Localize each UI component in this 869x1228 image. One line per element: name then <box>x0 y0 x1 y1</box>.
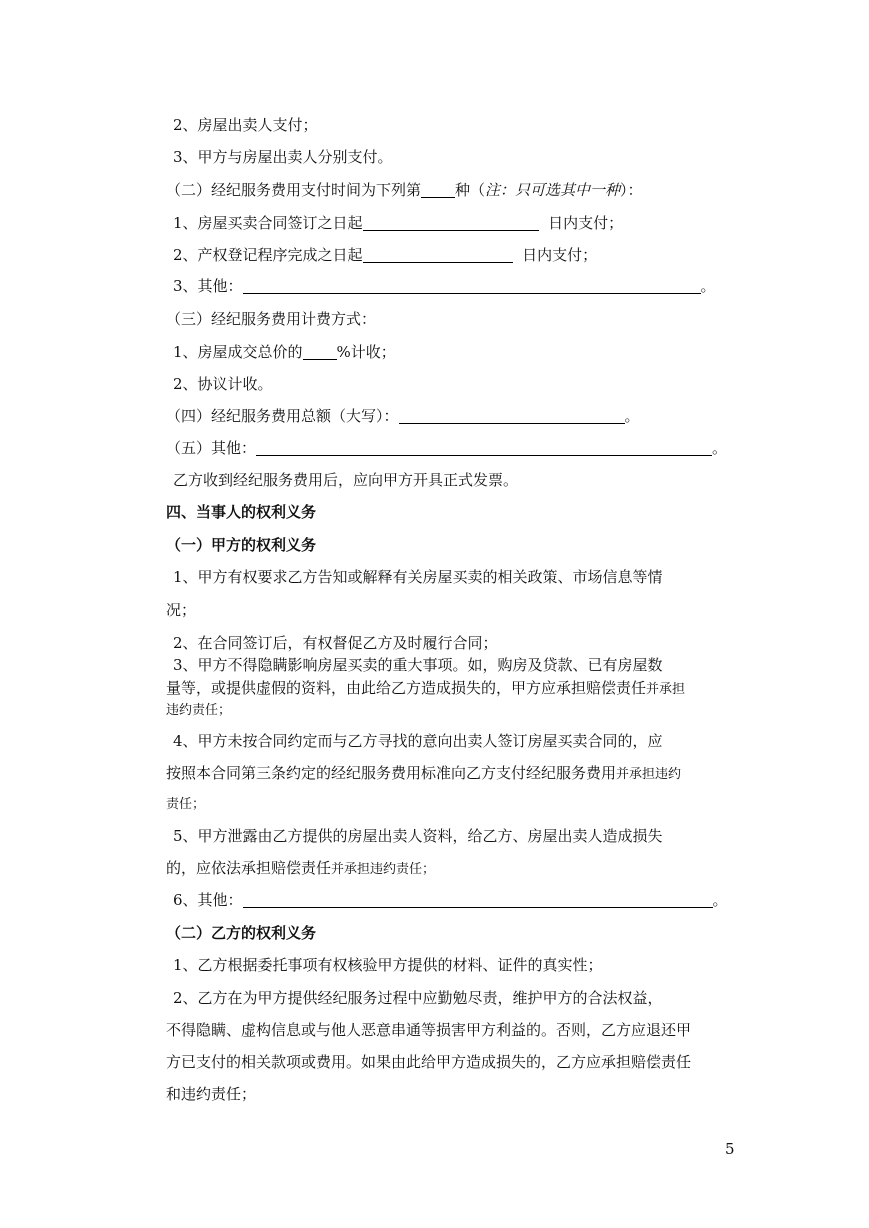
clause-text-small: 并承担 <box>646 682 686 697</box>
payment-option-1 <box>173 213 623 233</box>
party-a-item-4: 4、甲方未按合同约定而与乙方寻找的意向出卖人签订房屋买卖合同的，应 <box>173 732 663 750</box>
blank-line <box>363 246 513 263</box>
clause-text-small: 并承担违约责任； <box>331 862 436 877</box>
page-number: 5 <box>725 1140 735 1158</box>
party-a-item-3-cont <box>166 678 685 700</box>
clause-text: 。 <box>712 439 728 457</box>
clause-text: 。 <box>624 407 640 425</box>
party-b-item-2-cont: 不得隐瞒、虚构信息或与他人恶意串通等损害甲方利益的。否则，乙方应退还甲 <box>166 1021 692 1039</box>
fee-method-2: 2、协议计收。 <box>173 375 273 393</box>
party-a-item-4-end: 责任； <box>166 797 206 812</box>
clause-text: 日内支付； <box>522 246 598 264</box>
party-a-item-5: 5、甲方泄露由乙方提供的房屋出卖人资料，给乙方、房屋出卖人造成损失 <box>173 827 663 845</box>
party-b-item-2-cont: 方已支付的相关款项或费用。如果由此给甲方造成损失的，乙方应承担赔偿责任 <box>166 1053 692 1071</box>
subsection-heading-party-a: （一）甲方的权利义务 <box>166 536 317 554</box>
payment-option-2 <box>173 245 597 265</box>
clause-text: 1、房屋买卖合同签订之日起 <box>173 214 363 232</box>
clause-text: 。 <box>700 277 716 295</box>
clause-text: （五）其他： <box>166 439 257 457</box>
clause-text: 2、产权登记程序完成之日起 <box>173 246 363 264</box>
clause-text: 量等，或提供虚假的资料，由此给乙方造成损失的，甲方应承担赔偿责任 <box>166 679 647 697</box>
payment-time-clause <box>166 180 643 200</box>
clause-text: 日内支付； <box>548 214 624 232</box>
clause-text: 按照本合同第三条约定的经纪服务费用标准向乙方支付经纪服务费用 <box>166 764 617 782</box>
party-b-item-1: 1、乙方根据委托事项有权核验甲方提供的材料、证件的真实性； <box>173 956 603 974</box>
party-a-item-2: 2、在合同签订后，有权督促乙方及时履行合同； <box>173 634 498 652</box>
party-a-item-6 <box>173 890 728 910</box>
blank-line <box>363 214 539 231</box>
party-a-item-1-cont: 况； <box>166 601 197 619</box>
clause-text: （四）经纪服务费用总额（大写）： <box>166 407 399 425</box>
clause-text: 1、房屋成交总价的 <box>173 343 303 361</box>
clause-text-small: 并承担违约 <box>616 767 682 782</box>
blank-line <box>256 439 712 456</box>
fee-method-1 <box>173 342 396 362</box>
clause-text: 6、其他： <box>173 891 243 909</box>
fee-total-clause <box>166 406 640 426</box>
subsection-heading-party-b: （二）乙方的权利义务 <box>166 924 317 942</box>
fee-method-heading: （三）经纪服务费用计费方式： <box>166 310 377 328</box>
clause-text: 的，应依法承担赔偿责任 <box>166 859 332 877</box>
party-b-item-2-end: 和违约责任； <box>166 1085 257 1103</box>
blank-line <box>243 277 701 294</box>
party-a-item-3-end: 违约责任； <box>166 703 232 718</box>
party-a-item-1: 1、甲方有权要求乙方告知或解释有关房屋买卖的相关政策、市场信息等情 <box>173 568 663 586</box>
clause-text: 3、其他： <box>173 277 243 295</box>
clause-text: %计收； <box>336 343 396 361</box>
section-heading-rights: 四、当事人的权利义务 <box>166 503 317 521</box>
blank-line <box>399 407 625 424</box>
blank-line <box>421 181 455 198</box>
blank-line <box>243 891 713 908</box>
payment-option-3 <box>173 276 716 296</box>
party-b-item-2: 2、乙方在为甲方提供经纪服务过程中应勤勉尽责，维护甲方的合法权益， <box>173 989 663 1007</box>
party-a-item-3: 3、甲方不得隐瞒影响房屋买卖的重大事项。如，购房及贷款、已有房屋数 <box>173 656 663 674</box>
fee-other-clause <box>166 438 727 458</box>
clause-text: 种（ <box>455 181 486 199</box>
clause-text: ）： <box>620 181 643 199</box>
clause-text: 。 <box>712 891 728 909</box>
option-seller-pays: 2、房屋出卖人支付； <box>173 116 318 134</box>
party-a-item-5-cont <box>166 858 435 880</box>
option-split-pay: 3、甲方与房屋出卖人分别支付。 <box>173 148 393 166</box>
clause-text: （二）经纪服务费用支付时间为下列第 <box>166 181 422 199</box>
note-text: 注：只可选其中一种 <box>485 181 621 199</box>
blank-line <box>303 343 337 360</box>
party-a-item-4-cont <box>166 763 681 785</box>
invoice-clause: 乙方收到经纪服务费用后，应向甲方开具正式发票。 <box>173 471 519 489</box>
